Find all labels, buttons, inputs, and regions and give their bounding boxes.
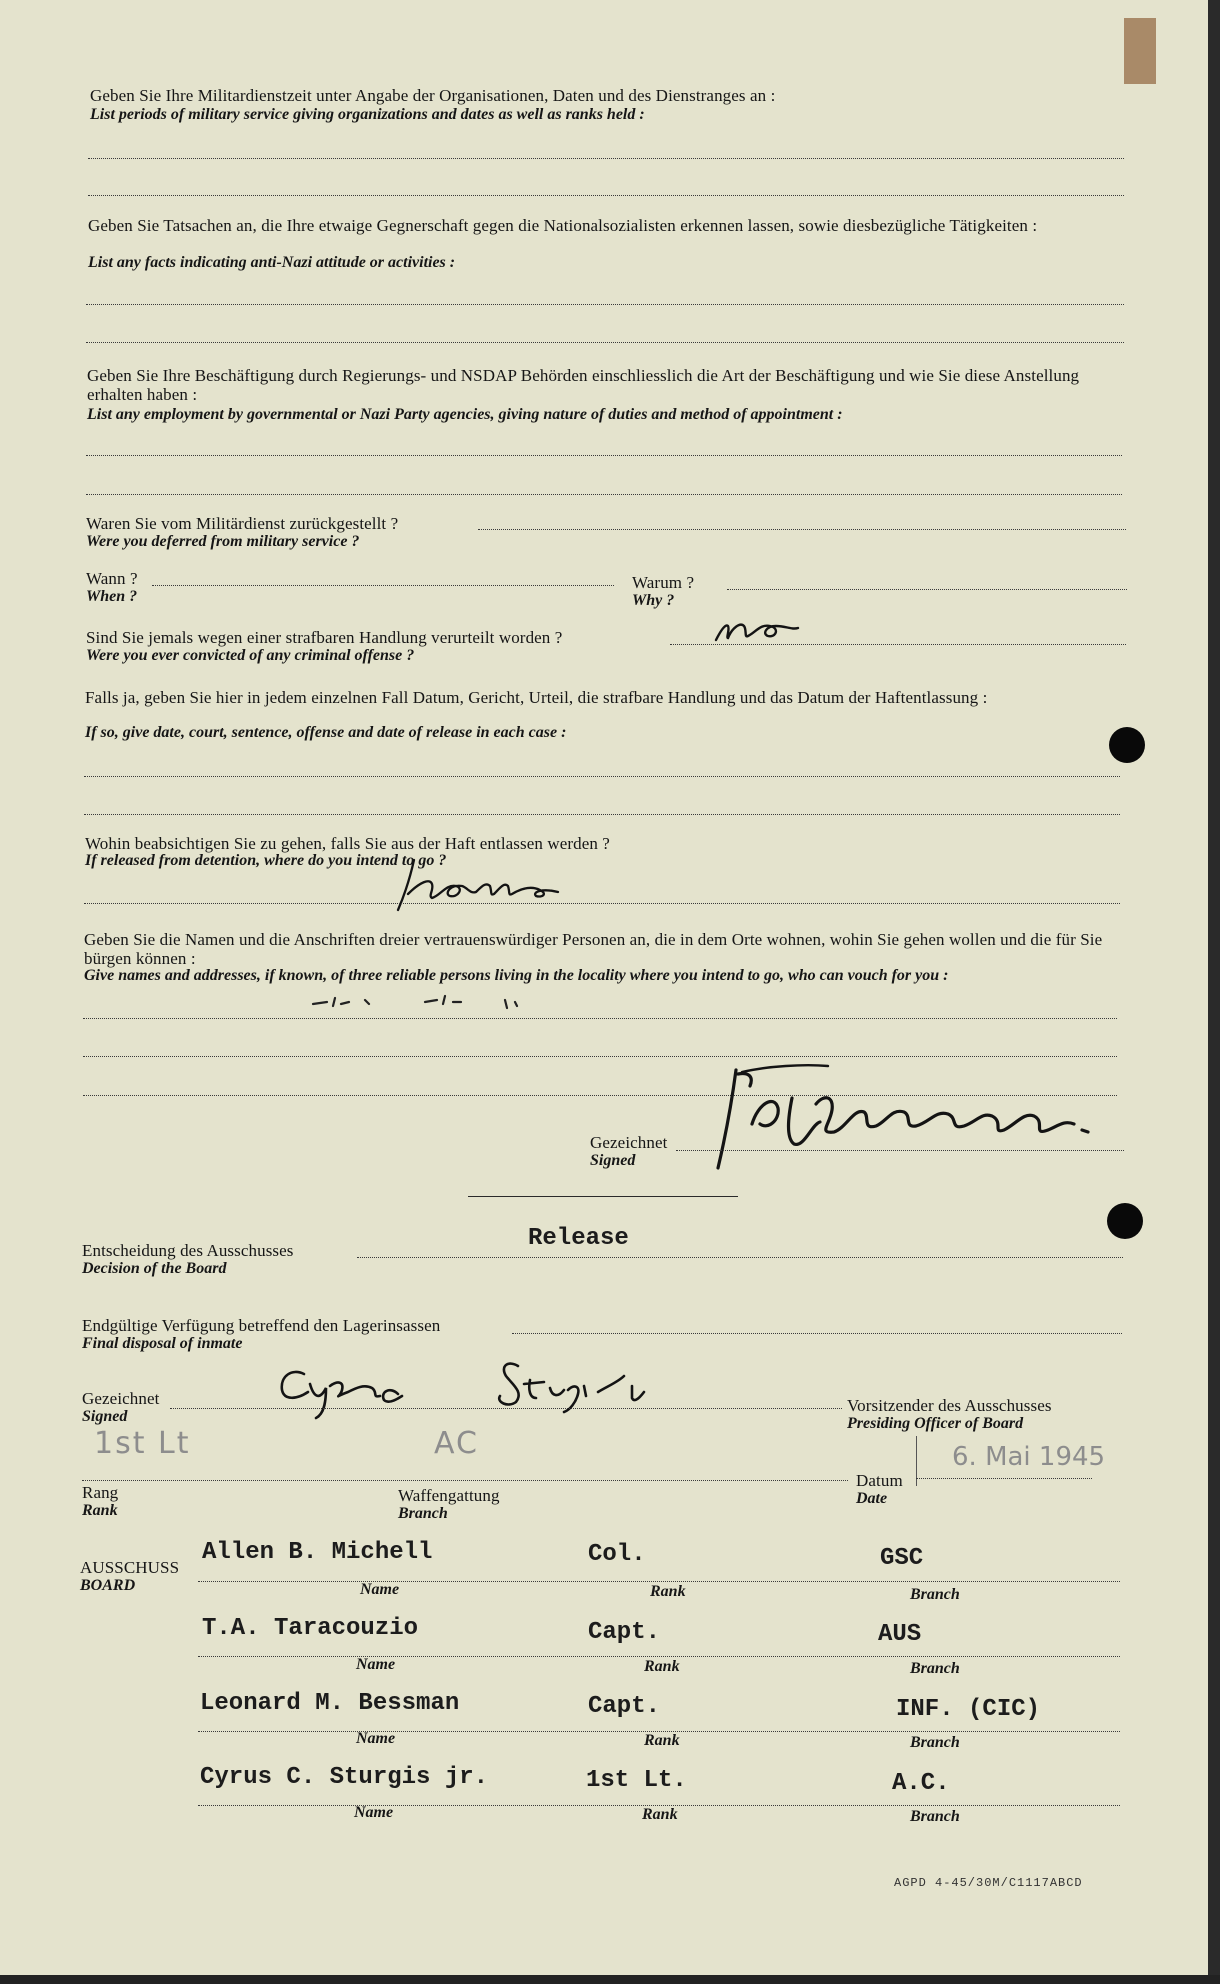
question-ifso-en: If so, give date, court, sentence, offense and date of release in each case : — [85, 724, 567, 741]
question-convicted-en: Were you ever convicted of any criminal offense ? — [86, 647, 415, 664]
question-persons-de: Geben Sie die Namen und die Anschriften dreier vertrauenswürdiger Personen an, die in dem Orte wohnen, wohin Sie gehen wollen und die für Sie bürgen können : — [84, 930, 1103, 968]
scan-edge-bottom — [0, 1975, 1220, 1984]
board-member-branch: INF. (CIC) — [896, 1696, 1041, 1723]
datum-label-en: Date — [856, 1490, 888, 1507]
name-caption: Name — [356, 1730, 396, 1747]
board-member-rank: 1st Lt. — [586, 1767, 687, 1794]
board-member-branch: AUS — [878, 1621, 922, 1648]
scan-edge-right — [1208, 0, 1220, 1984]
date-stamp: 6. Mai 1945 — [952, 1442, 1106, 1472]
answer-line — [478, 529, 1126, 530]
inmate-signature — [708, 1064, 1108, 1176]
board-member-rank: Capt. — [588, 1619, 661, 1646]
question-antinazi-de: Geben Sie Tatsachen an, die Ihre etwaige Gegnerschaft gegen die Nationalsozialisten erkennen lassen, sowie diesbezügliche Tätigkeiten : — [88, 216, 1038, 235]
question-released-en: If released from detention, where do you intend to go ? — [85, 852, 447, 869]
date-line — [916, 1478, 1092, 1479]
decision-line — [357, 1257, 1123, 1258]
board-member-name: Allen B. Michell — [202, 1539, 433, 1566]
signature-line — [676, 1150, 1124, 1151]
disposal-line — [512, 1333, 1122, 1334]
rank-caption: Rank — [650, 1583, 686, 1600]
rank-branch-line — [82, 1480, 848, 1481]
signed-label-de: Gezeichnet — [590, 1133, 668, 1152]
question-employment-en: List any employment by governmental or Nazi Party agencies, giving nature of duties and method of appointment : — [87, 406, 843, 423]
question-military-de: Geben Sie Ihre Militardienstzeit unter Angabe der Organisationen, Daten und des Dienstranges an : — [90, 86, 776, 105]
answer-line — [84, 903, 1120, 904]
answer-line — [83, 1018, 1117, 1019]
when-label-en: When ? — [86, 588, 138, 605]
question-convicted-de: Sind Sie jemals wegen einer strafbaren Handlung verurteilt worden ? — [86, 628, 563, 647]
answer-line — [152, 585, 614, 586]
board-member-branch: GSC — [880, 1545, 924, 1572]
branch-caption: Branch — [910, 1734, 960, 1751]
disposal-label-de: Endgültige Verfügung betreffend den Lagerinsassen — [82, 1316, 441, 1335]
rank-caption: Rank — [642, 1806, 678, 1823]
answer-line — [84, 776, 1120, 777]
board-row-line — [198, 1581, 1120, 1582]
answer-line — [83, 1056, 1117, 1057]
rang-label-de: Rang — [82, 1483, 119, 1502]
board-member-branch: A.C. — [892, 1770, 950, 1797]
disposal-label-en: Final disposal of inmate — [82, 1335, 243, 1352]
rang-label-en: Rank — [82, 1502, 118, 1519]
question-ifso-de: Falls ja, geben Sie hier in jedem einzelnen Fall Datum, Gericht, Urteil, die strafbare Handlung und das Datum der Haftentlassung : — [85, 688, 988, 707]
name-caption: Name — [360, 1581, 400, 1598]
why-label-de: Warum ? — [632, 573, 695, 592]
board-member-name: Cyrus C. Sturgis jr. — [200, 1764, 489, 1791]
rank-caption: Rank — [644, 1732, 680, 1749]
decision-label-en: Decision of the Board — [82, 1260, 227, 1277]
form-number: AGPD 4-45/30M/C1117ABCD — [894, 1876, 1083, 1890]
answer-line — [86, 455, 1122, 456]
question-antinazi-en: List any facts indicating anti-Nazi attitude or activities : — [88, 254, 456, 271]
board-member-name: T.A. Taracouzio — [202, 1615, 419, 1642]
board-label-en: BOARD — [80, 1577, 136, 1594]
why-label-en: Why ? — [632, 592, 675, 609]
branch-caption: Branch — [910, 1660, 960, 1677]
answer-line — [86, 342, 1124, 343]
rank-stamp: 1st Lt — [94, 1426, 191, 1461]
waffen-label-en: Branch — [398, 1505, 448, 1522]
question-deferred-de: Waren Sie vom Militärdienst zurückgestellt ? — [86, 514, 399, 533]
signed-label-en: Signed — [590, 1152, 636, 1169]
question-persons-en: Give names and addresses, if known, of three reliable persons living in the locality where you intend to go, who can vouch for you : — [84, 967, 949, 984]
presiding-officer-signature — [268, 1352, 688, 1422]
answer-line — [86, 304, 1124, 305]
board-member-rank: Capt. — [588, 1693, 661, 1720]
presiding-signature-line — [170, 1408, 842, 1409]
handwritten-marks — [305, 988, 525, 1012]
presiding-signed-de: Gezeichnet — [82, 1389, 160, 1408]
punch-hole-lower — [1107, 1203, 1143, 1239]
question-deferred-en: Were you deferred from military service ? — [86, 533, 360, 550]
handwritten-answer-no — [712, 616, 802, 646]
branch-caption: Branch — [910, 1808, 960, 1825]
presiding-signed-en: Signed — [82, 1408, 128, 1425]
datum-label-de: Datum — [856, 1471, 903, 1490]
question-military-en: List periods of military service giving organizations and dates as well as ranks held : — [90, 106, 645, 123]
answer-line — [88, 158, 1124, 159]
answer-line — [727, 589, 1127, 590]
branch-stamp: AC — [434, 1426, 479, 1461]
board-row-line — [198, 1656, 1120, 1657]
question-employment-de: Geben Sie Ihre Beschäftigung durch Regierungs- und NSDAP Behörden einschliesslich die Art der Beschäftigung und wie Sie diese Anstellung erhalten haben : — [87, 366, 1080, 404]
decision-value: Release — [528, 1225, 629, 1252]
name-caption: Name — [356, 1656, 396, 1673]
question-released-de: Wohin beabsichtigen Sie zu gehen, falls Sie aus der Haft entlassen werden ? — [85, 834, 610, 853]
answer-line — [86, 494, 1122, 495]
name-caption: Name — [354, 1804, 394, 1821]
when-label-de: Wann ? — [86, 569, 138, 588]
presiding-officer-de: Vorsitzender des Ausschusses — [847, 1396, 1052, 1415]
board-member-rank: Col. — [588, 1541, 646, 1568]
rank-caption: Rank — [644, 1658, 680, 1675]
paper-tab — [1124, 18, 1156, 84]
waffen-label-de: Waffengattung — [398, 1486, 500, 1505]
answer-line — [88, 195, 1124, 196]
board-label-de: AUSSCHUSS — [80, 1558, 180, 1577]
handwritten-answer-home — [392, 852, 570, 914]
answer-line — [84, 814, 1120, 815]
presiding-officer-en: Presiding Officer of Board — [847, 1415, 1024, 1432]
separator — [468, 1196, 738, 1197]
decision-label-de: Entscheidung des Ausschusses — [82, 1241, 294, 1260]
branch-caption: Branch — [910, 1586, 960, 1603]
board-member-name: Leonard M. Bessman — [200, 1690, 460, 1717]
